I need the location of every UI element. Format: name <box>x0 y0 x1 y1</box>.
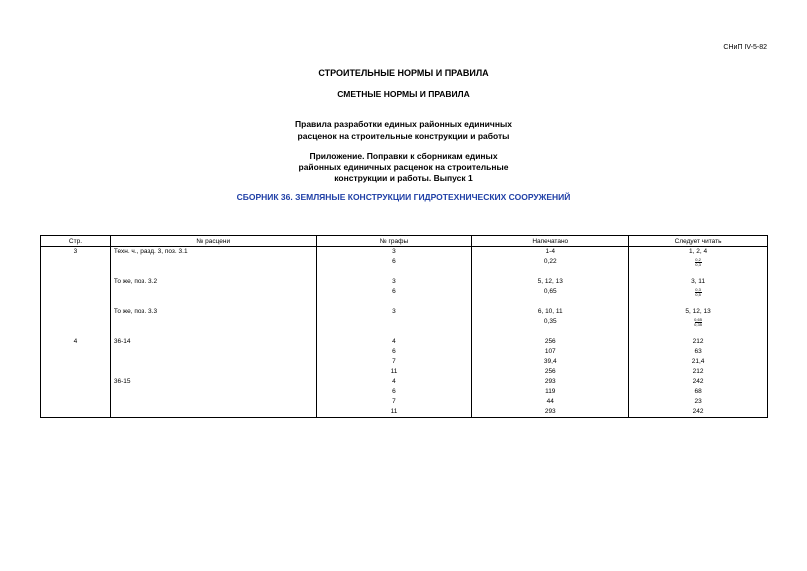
cell-printed: 256 <box>472 367 629 377</box>
cell-page <box>41 267 111 277</box>
header-read-as: Следует читать <box>629 236 768 247</box>
cell-page <box>41 287 111 297</box>
cell-printed: 256 <box>472 337 629 347</box>
cell-column <box>316 317 472 327</box>
cell-page <box>41 347 111 357</box>
table-row <box>41 357 768 367</box>
table-row <box>41 367 768 377</box>
fraction-value <box>694 317 702 326</box>
cell-page <box>41 377 111 387</box>
cell-column: 4 <box>316 377 472 387</box>
cell-column: 11 <box>316 407 472 418</box>
cell-page <box>41 277 111 287</box>
cell-rate <box>110 297 316 307</box>
appendix-line-2: районных единичных расценок на строительные <box>298 162 509 172</box>
cell-printed <box>472 297 629 307</box>
cell-rate <box>110 407 316 418</box>
cell-printed: 293 <box>472 377 629 387</box>
cell-column: 3 <box>316 307 472 317</box>
appendix-line-1: Приложение. Поправки к сборникам единых <box>309 151 498 161</box>
cell-read-as: 68 <box>629 387 768 397</box>
rules-line-1: Правила разработки единых районных единичных <box>295 119 512 129</box>
cell-read-as <box>629 287 768 297</box>
cell-column: 6 <box>316 387 472 397</box>
cell-read-as: 242 <box>629 377 768 387</box>
cell-printed <box>472 327 629 337</box>
cell-printed: 293 <box>472 407 629 418</box>
cell-page <box>41 387 111 397</box>
document-code: СНиП IV-5-82 <box>723 44 767 51</box>
cell-printed: 39,4 <box>472 357 629 367</box>
cell-page <box>41 407 111 418</box>
cell-column <box>316 297 472 307</box>
table-row <box>41 327 768 337</box>
cell-page <box>41 327 111 337</box>
appendix-line-3: конструкции и работы. Выпуск 1 <box>334 173 473 183</box>
header-page: Стр. <box>41 236 111 247</box>
table-row <box>41 297 768 307</box>
cell-printed <box>472 267 629 277</box>
table-row <box>41 307 768 317</box>
cell-column: 3 <box>316 277 472 287</box>
table-row <box>41 247 768 258</box>
cell-rate <box>110 257 316 267</box>
cell-column <box>316 327 472 337</box>
cell-column: 7 <box>316 397 472 407</box>
cell-page <box>41 397 111 407</box>
cell-page <box>41 367 111 377</box>
cell-printed: 0,65 <box>472 287 629 297</box>
fraction-numerator: 0,3 <box>695 287 701 292</box>
cell-rate <box>110 397 316 407</box>
cell-column: 7 <box>316 357 472 367</box>
rules-line-2: расценок на строительные конструкции и работы <box>297 131 510 141</box>
rules-heading <box>0 118 807 142</box>
fraction-denominator: 0,35 <box>694 322 702 327</box>
cell-rate <box>110 317 316 327</box>
fraction-numerator: 0,65 <box>694 317 702 322</box>
fraction-denominator: 0,3 <box>695 262 701 267</box>
cell-printed: 119 <box>472 387 629 397</box>
document-title: СТРОИТЕЛЬНЫЕ НОРМЫ И ПРАВИЛА <box>318 68 489 78</box>
cell-column: 6 <box>316 287 472 297</box>
cell-read-as <box>629 267 768 277</box>
cell-rate: То же, поз. 3.3 <box>110 307 316 317</box>
cell-printed: 6, 10, 11 <box>472 307 629 317</box>
table-body <box>41 247 768 418</box>
table-row <box>41 257 768 267</box>
cell-column: 3 <box>316 247 472 258</box>
corrections-table <box>40 235 768 418</box>
cell-page <box>41 307 111 317</box>
cell-page <box>41 257 111 267</box>
fraction-denominator: 0,5 <box>695 292 701 297</box>
cell-rate <box>110 327 316 337</box>
cell-column: 6 <box>316 347 472 357</box>
cell-rate <box>110 347 316 357</box>
cell-rate: 36-15 <box>110 377 316 387</box>
cell-read-as: 242 <box>629 407 768 418</box>
cell-rate <box>110 367 316 377</box>
cell-rate <box>110 267 316 277</box>
table-row <box>41 377 768 387</box>
table-row <box>41 387 768 397</box>
cell-read-as: 212 <box>629 367 768 377</box>
cell-read-as <box>629 317 768 327</box>
table-row <box>41 287 768 297</box>
table-row <box>41 397 768 407</box>
collection-heading: СБОРНИК 36. ЗЕМЛЯНЫЕ КОНСТРУКЦИИ ГИДРОТЕХНИЧЕСКИХ СООРУЖЕНИЙ <box>236 192 571 202</box>
cell-read-as: 212 <box>629 337 768 347</box>
cell-printed: 0,22 <box>472 257 629 267</box>
cell-page: 4 <box>41 337 111 347</box>
table-row <box>41 277 768 287</box>
cell-page <box>41 357 111 367</box>
cell-rate: Техн. ч., разд. 3, поз. 3.1 <box>110 247 316 258</box>
document-subtitle: СМЕТНЫЕ НОРМЫ И ПРАВИЛА <box>337 89 470 99</box>
table-row <box>41 267 768 277</box>
cell-read-as: 21,4 <box>629 357 768 367</box>
cell-printed: 107 <box>472 347 629 357</box>
cell-column: 11 <box>316 367 472 377</box>
cell-read-as <box>629 257 768 267</box>
fraction-numerator: 0,2 <box>695 257 701 262</box>
cell-printed: 1-4 <box>472 247 629 258</box>
cell-printed: 0,35 <box>472 317 629 327</box>
cell-read-as: 63 <box>629 347 768 357</box>
table-header-row <box>41 236 768 247</box>
cell-read-as: 23 <box>629 397 768 407</box>
cell-read-as: 5, 12, 13 <box>629 307 768 317</box>
table-row <box>41 317 768 327</box>
table-row <box>41 407 768 418</box>
cell-printed: 44 <box>472 397 629 407</box>
cell-column: 4 <box>316 337 472 347</box>
cell-rate <box>110 287 316 297</box>
cell-rate <box>110 357 316 367</box>
cell-page <box>41 317 111 327</box>
header-rate: № расцени <box>110 236 316 247</box>
table-row <box>41 347 768 357</box>
cell-printed: 5, 12, 13 <box>472 277 629 287</box>
header-column: № графы <box>316 236 472 247</box>
cell-read-as <box>629 297 768 307</box>
cell-column <box>316 267 472 277</box>
cell-rate: 36-14 <box>110 337 316 347</box>
fraction-value <box>695 287 702 296</box>
cell-page <box>41 297 111 307</box>
cell-column: 6 <box>316 257 472 267</box>
header-printed: Напечатано <box>472 236 629 247</box>
cell-read-as <box>629 327 768 337</box>
cell-read-as: 1, 2, 4 <box>629 247 768 258</box>
fraction-value <box>695 257 702 266</box>
cell-rate <box>110 387 316 397</box>
cell-rate: То же, поз. 3.2 <box>110 277 316 287</box>
table-row <box>41 337 768 347</box>
cell-read-as: 3, 11 <box>629 277 768 287</box>
appendix-heading <box>0 151 807 184</box>
cell-page: 3 <box>41 247 111 258</box>
